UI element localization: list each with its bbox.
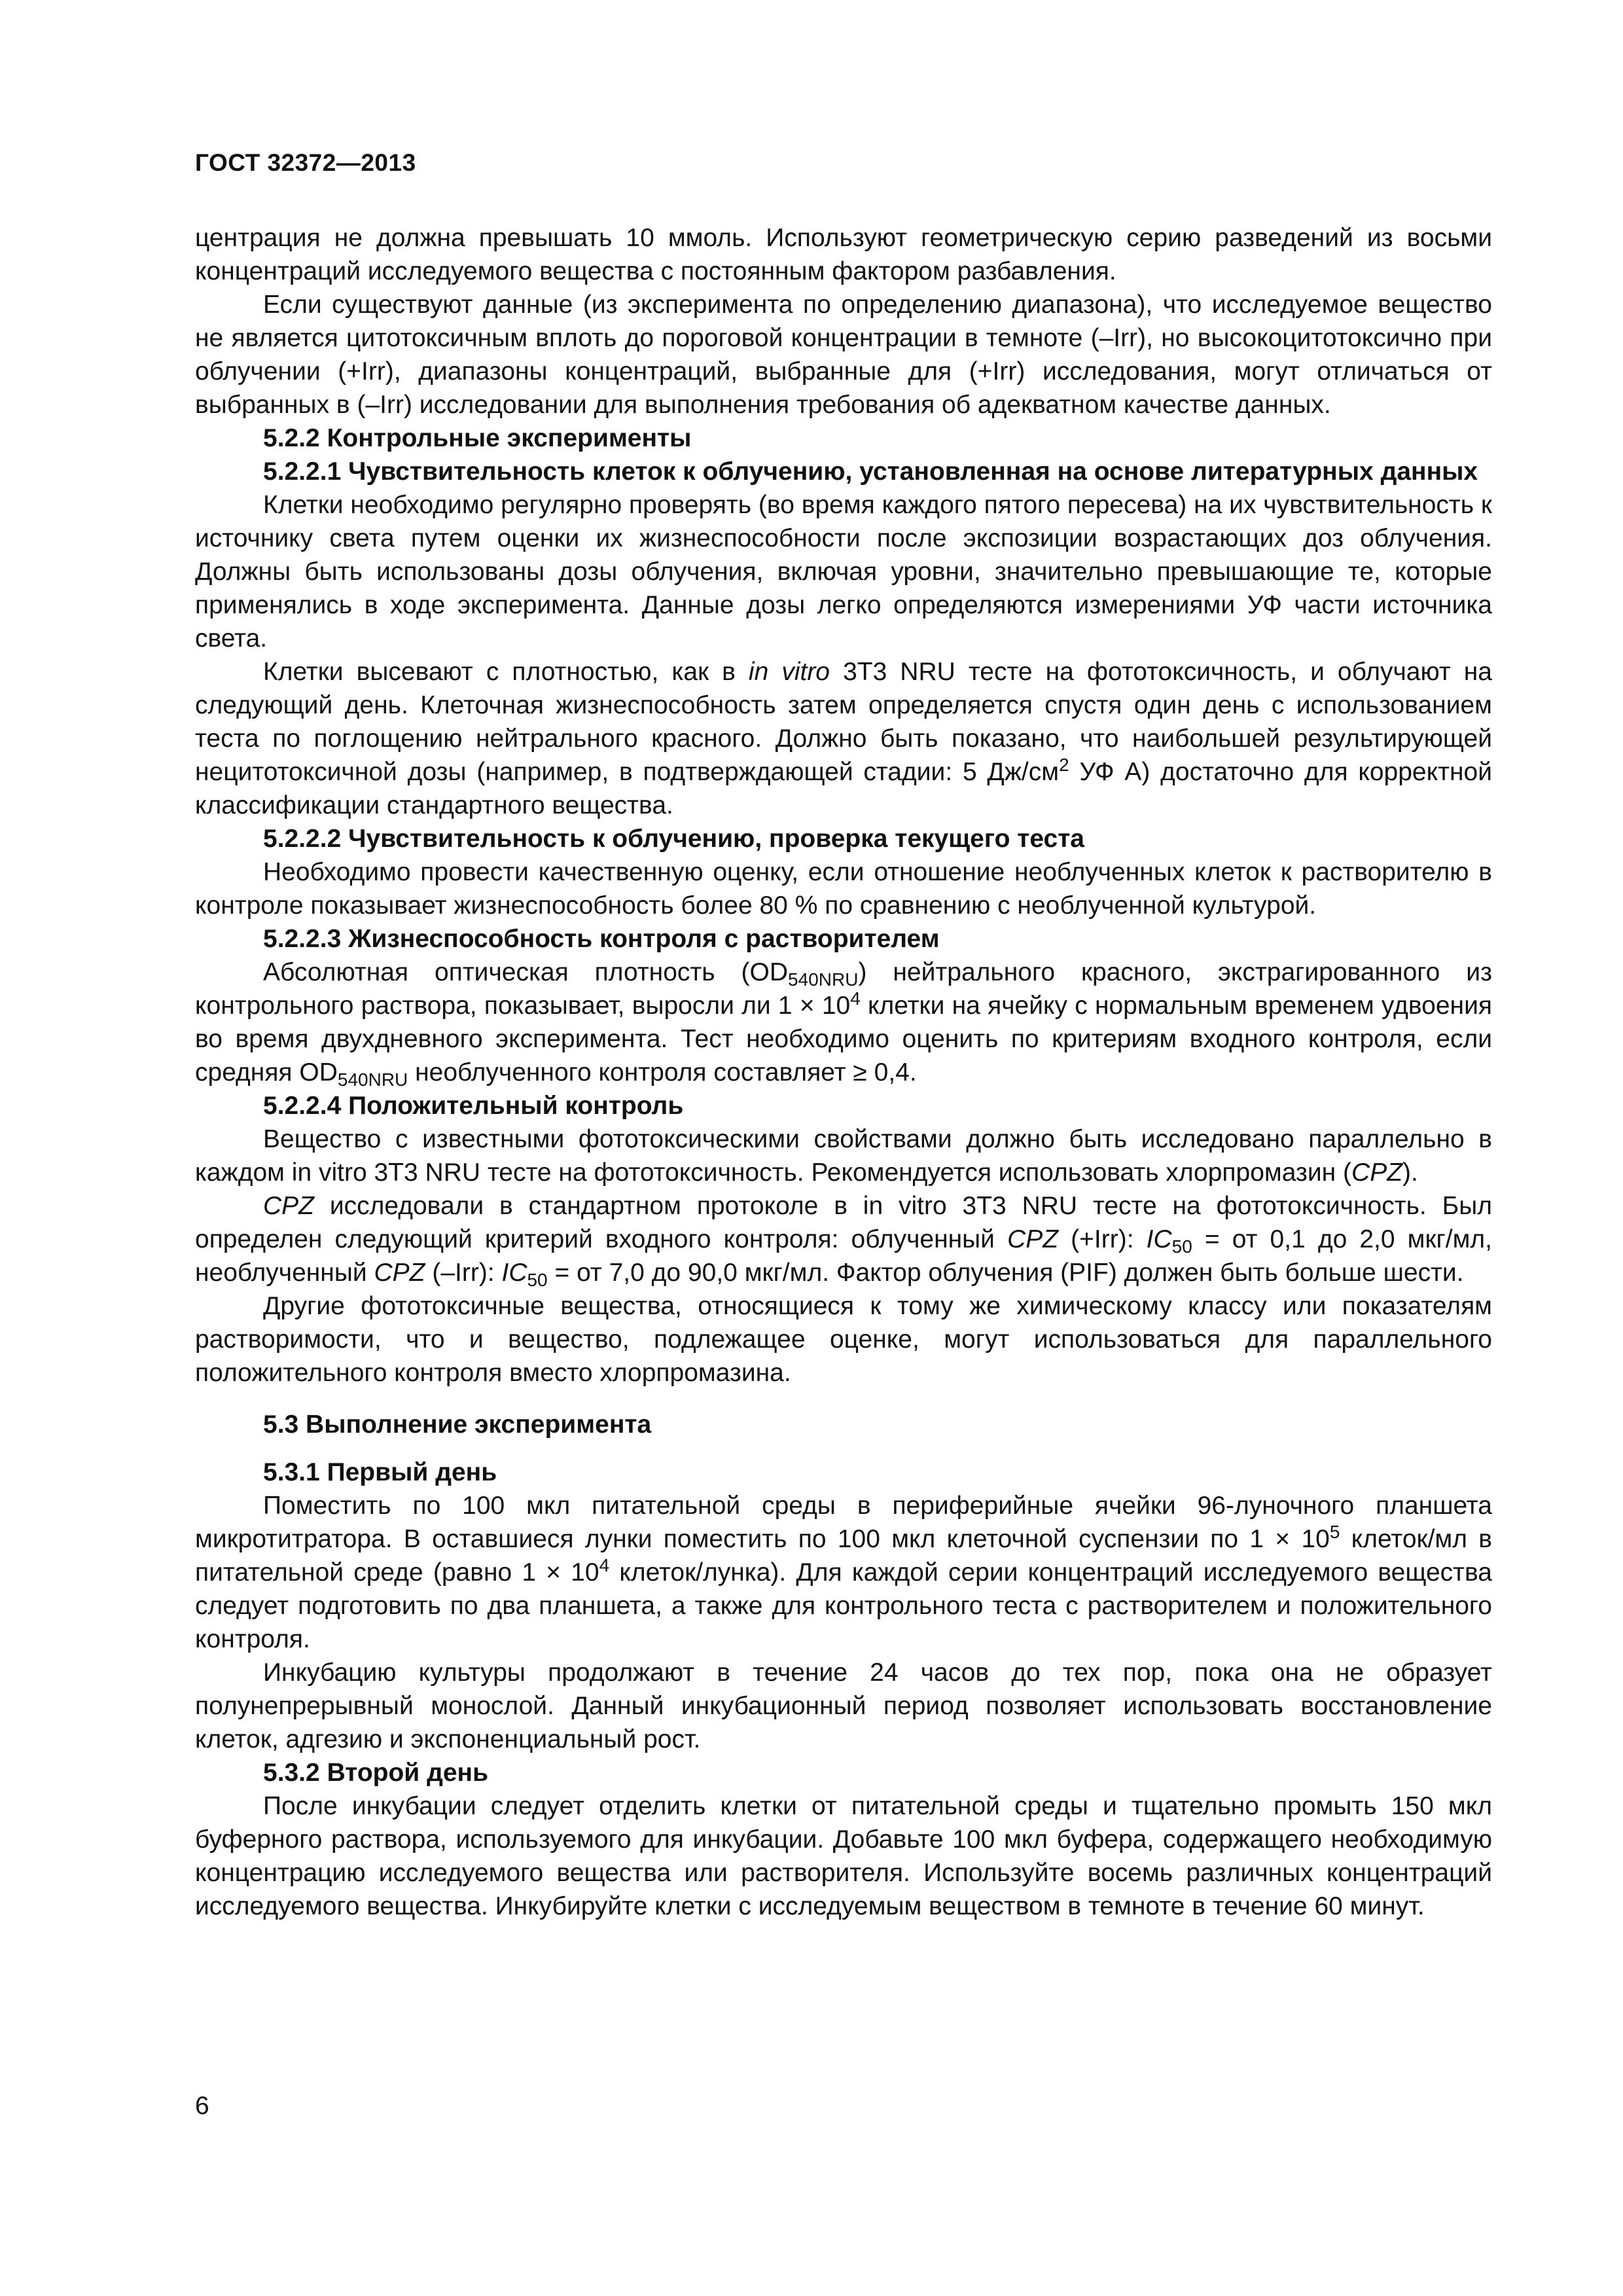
paragraph: Если существуют данные (из эксперимента по определению диапазона), что исследуемое вещество не является цитотоксичным вплоть до пороговой концентрации в темноте (–Irr), но высокоцитотоксично при облучении (+Irr), диапазоны концентраций, выбранные для (+Irr) исследования, могут отличаться от выбранных в (–Irr) исследовании для выполнения требования об адекватном качестве данных. xyxy=(195,291,1492,419)
text-run: Поместить по 100 мкл питательной среды в периферийные ячейки 96-луночного планшета микротитратора. В оставшиеся лунки поместить по 100 мкл клеточной суспензии по 1 × 10 xyxy=(195,1492,1492,1553)
document-body xyxy=(195,221,1492,1923)
section-heading-5-2-2: 5.2.2 Контрольные эксперименты xyxy=(263,424,692,452)
subscript: 50 xyxy=(1171,1236,1192,1257)
superscript: 4 xyxy=(599,1555,610,1575)
text-run: клеток/мл в питательной среде (равно 1 × 10 xyxy=(195,1525,1493,1587)
text-run: ) нейтрального красного, экстрагированного из контрольного раствора, показывает, выросли ли 1 × 10 xyxy=(195,958,1492,1020)
paragraph xyxy=(195,956,1492,1089)
section-heading-5-2-2-2: 5.2.2.2 Чувствительность к облучению, проверка текущего теста xyxy=(263,825,1084,853)
italic-text: in vitro xyxy=(748,658,830,686)
italic-text: CPZ xyxy=(374,1259,425,1287)
italic-text: CPZ xyxy=(1007,1225,1059,1253)
subscript: 540NRU xyxy=(337,1069,408,1090)
paragraph: Инкубацию культуры продолжают в течение 24 часов до тех пор, пока она не образует полунепрерывный монослой. Данный инкубационный период позволяет использовать восстановление клеток, адгезию и экспоненциальный рост. xyxy=(195,1659,1492,1753)
text-run: (+Irr): xyxy=(1058,1225,1147,1253)
superscript: 5 xyxy=(1329,1522,1340,1542)
superscript: 4 xyxy=(850,988,861,1009)
section-heading-5-3: 5.3 Выполнение эксперимента xyxy=(263,1410,652,1439)
text-run: клетки на ячейку с нормальным временем удвоения во время двухдневного эксперимента. Тест необходимо оценить по критериям входного контроля, если средняя OD xyxy=(195,992,1492,1086)
italic-text: IC xyxy=(501,1259,527,1287)
text-run: Абсолютная оптическая плотность (OD xyxy=(263,958,789,986)
text-run: 3T3 NRU тесте на фототоксичность, и облучают на следующий день. Клеточная жизнеспособность затем определяется спустя один день с использованием теста по поглощению нейтрального красного. Должно быть показано, что наибольшей результирующей нецитотоксичной дозы (например, в подтверждающей стадии: 5 Дж/см xyxy=(195,658,1492,786)
italic-text: CPZ xyxy=(263,1192,314,1220)
paragraph: После инкубации следует отделить клетки от питательной среды и тщательно промыть 150 мкл буферного раствора, используемого для инкубации. Добавьте 100 мкл буфера, содержащего необходимую концентрацию исследуемого вещества или растворителя. Используйте восемь различных концентраций исследуемого вещества. Инкубируйте клетки с исследуемым веществом в темноте в течение 60 минут. xyxy=(195,1792,1492,1920)
paragraph xyxy=(195,1189,1492,1289)
text-run: (–Irr): xyxy=(425,1259,502,1287)
text-run: клеток/лунка). Для каждой серии концентраций исследуемого вещества следует подготовить по два планшета, а также для контрольного теста с растворителем и положительного контроля. xyxy=(195,1558,1492,1653)
paragraph xyxy=(195,1489,1492,1656)
subscript: 540NRU xyxy=(788,969,859,990)
section-heading-5-3-2: 5.3.2 Второй день xyxy=(263,1759,489,1787)
text-run: исследовали в стандартном протоколе в in vitro 3T3 NRU тесте на фототоксичность. Был определен следующий критерий входного контроля: облученный xyxy=(195,1192,1492,1253)
paragraph: Клетки необходимо регулярно проверять (во время каждого пятого пересева) на их чувствительность к источнику света путем оценки их жизнеспособности после экспозиции возрастающих доз облучения. Должны быть использованы дозы облучения, включая уровни, значительно превышающие те, которые применялись в ходе эксперимента. Данные дозы легко определяются измерениями УФ части источника света. xyxy=(195,491,1492,653)
text-run: Вещество с известными фототоксическими свойствами должно быть исследовано параллельно в каждом in vitro 3T3 NRU тесте на фототоксичность. Рекомендуется использовать хлорпромазин ( xyxy=(195,1125,1492,1187)
paragraph: Необходимо провести качественную оценку, если отношение необлученных клеток к растворителю в контроле показывает жизнеспособность более 80 % по сравнению с необлученной культурой. xyxy=(195,858,1492,920)
text-run: необлученного контроля составляет ≥ 0,4. xyxy=(408,1058,917,1086)
subscript: 50 xyxy=(527,1270,548,1290)
text-run: = от 0,1 до 2,0 мкг/мл, необлученный xyxy=(195,1225,1492,1287)
superscript: 2 xyxy=(1059,755,1069,775)
text-run: УФ А) достаточно для корректной классификации стандартного вещества. xyxy=(195,758,1492,819)
italic-text: IC xyxy=(1146,1225,1172,1253)
paragraph xyxy=(195,655,1492,822)
document-header: ГОСТ 32372—2013 xyxy=(195,149,416,176)
paragraph: центрация не должна превышать 10 ммоль. Используют геометрическую серию разведений из восьми концентраций исследуемого вещества с постоянным фактором разбавления. xyxy=(195,224,1492,285)
text-run: ). xyxy=(1402,1158,1418,1187)
page-number: 6 xyxy=(195,2092,209,2120)
paragraph xyxy=(195,1122,1492,1189)
section-heading-5-2-2-1: 5.2.2.1 Чувствительность клеток к облучению, установленная на основе литературных данных xyxy=(263,457,1478,486)
italic-text: CPZ xyxy=(1351,1158,1403,1187)
text-run: = от 7,0 до 90,0 мкг/мл. Фактор облучения (PIF) должен быть больше шести. xyxy=(547,1259,1464,1287)
paragraph: Другие фототоксичные вещества, относящиеся к тому же химическому классу или показателям растворимости, что и вещество, подлежащее оценке, могут использоваться для параллельного положительного контроля вместо хлорпромазина. xyxy=(195,1292,1492,1387)
section-heading-5-3-1: 5.3.1 Первый день xyxy=(263,1458,497,1486)
text-run: Клетки высевают с плотностью, как в xyxy=(263,658,749,686)
section-heading-5-2-2-4: 5.2.2.4 Положительный контроль xyxy=(263,1092,684,1120)
section-heading-5-2-2-3: 5.2.2.3 Жизнеспособность контроля с растворителем xyxy=(263,925,940,953)
